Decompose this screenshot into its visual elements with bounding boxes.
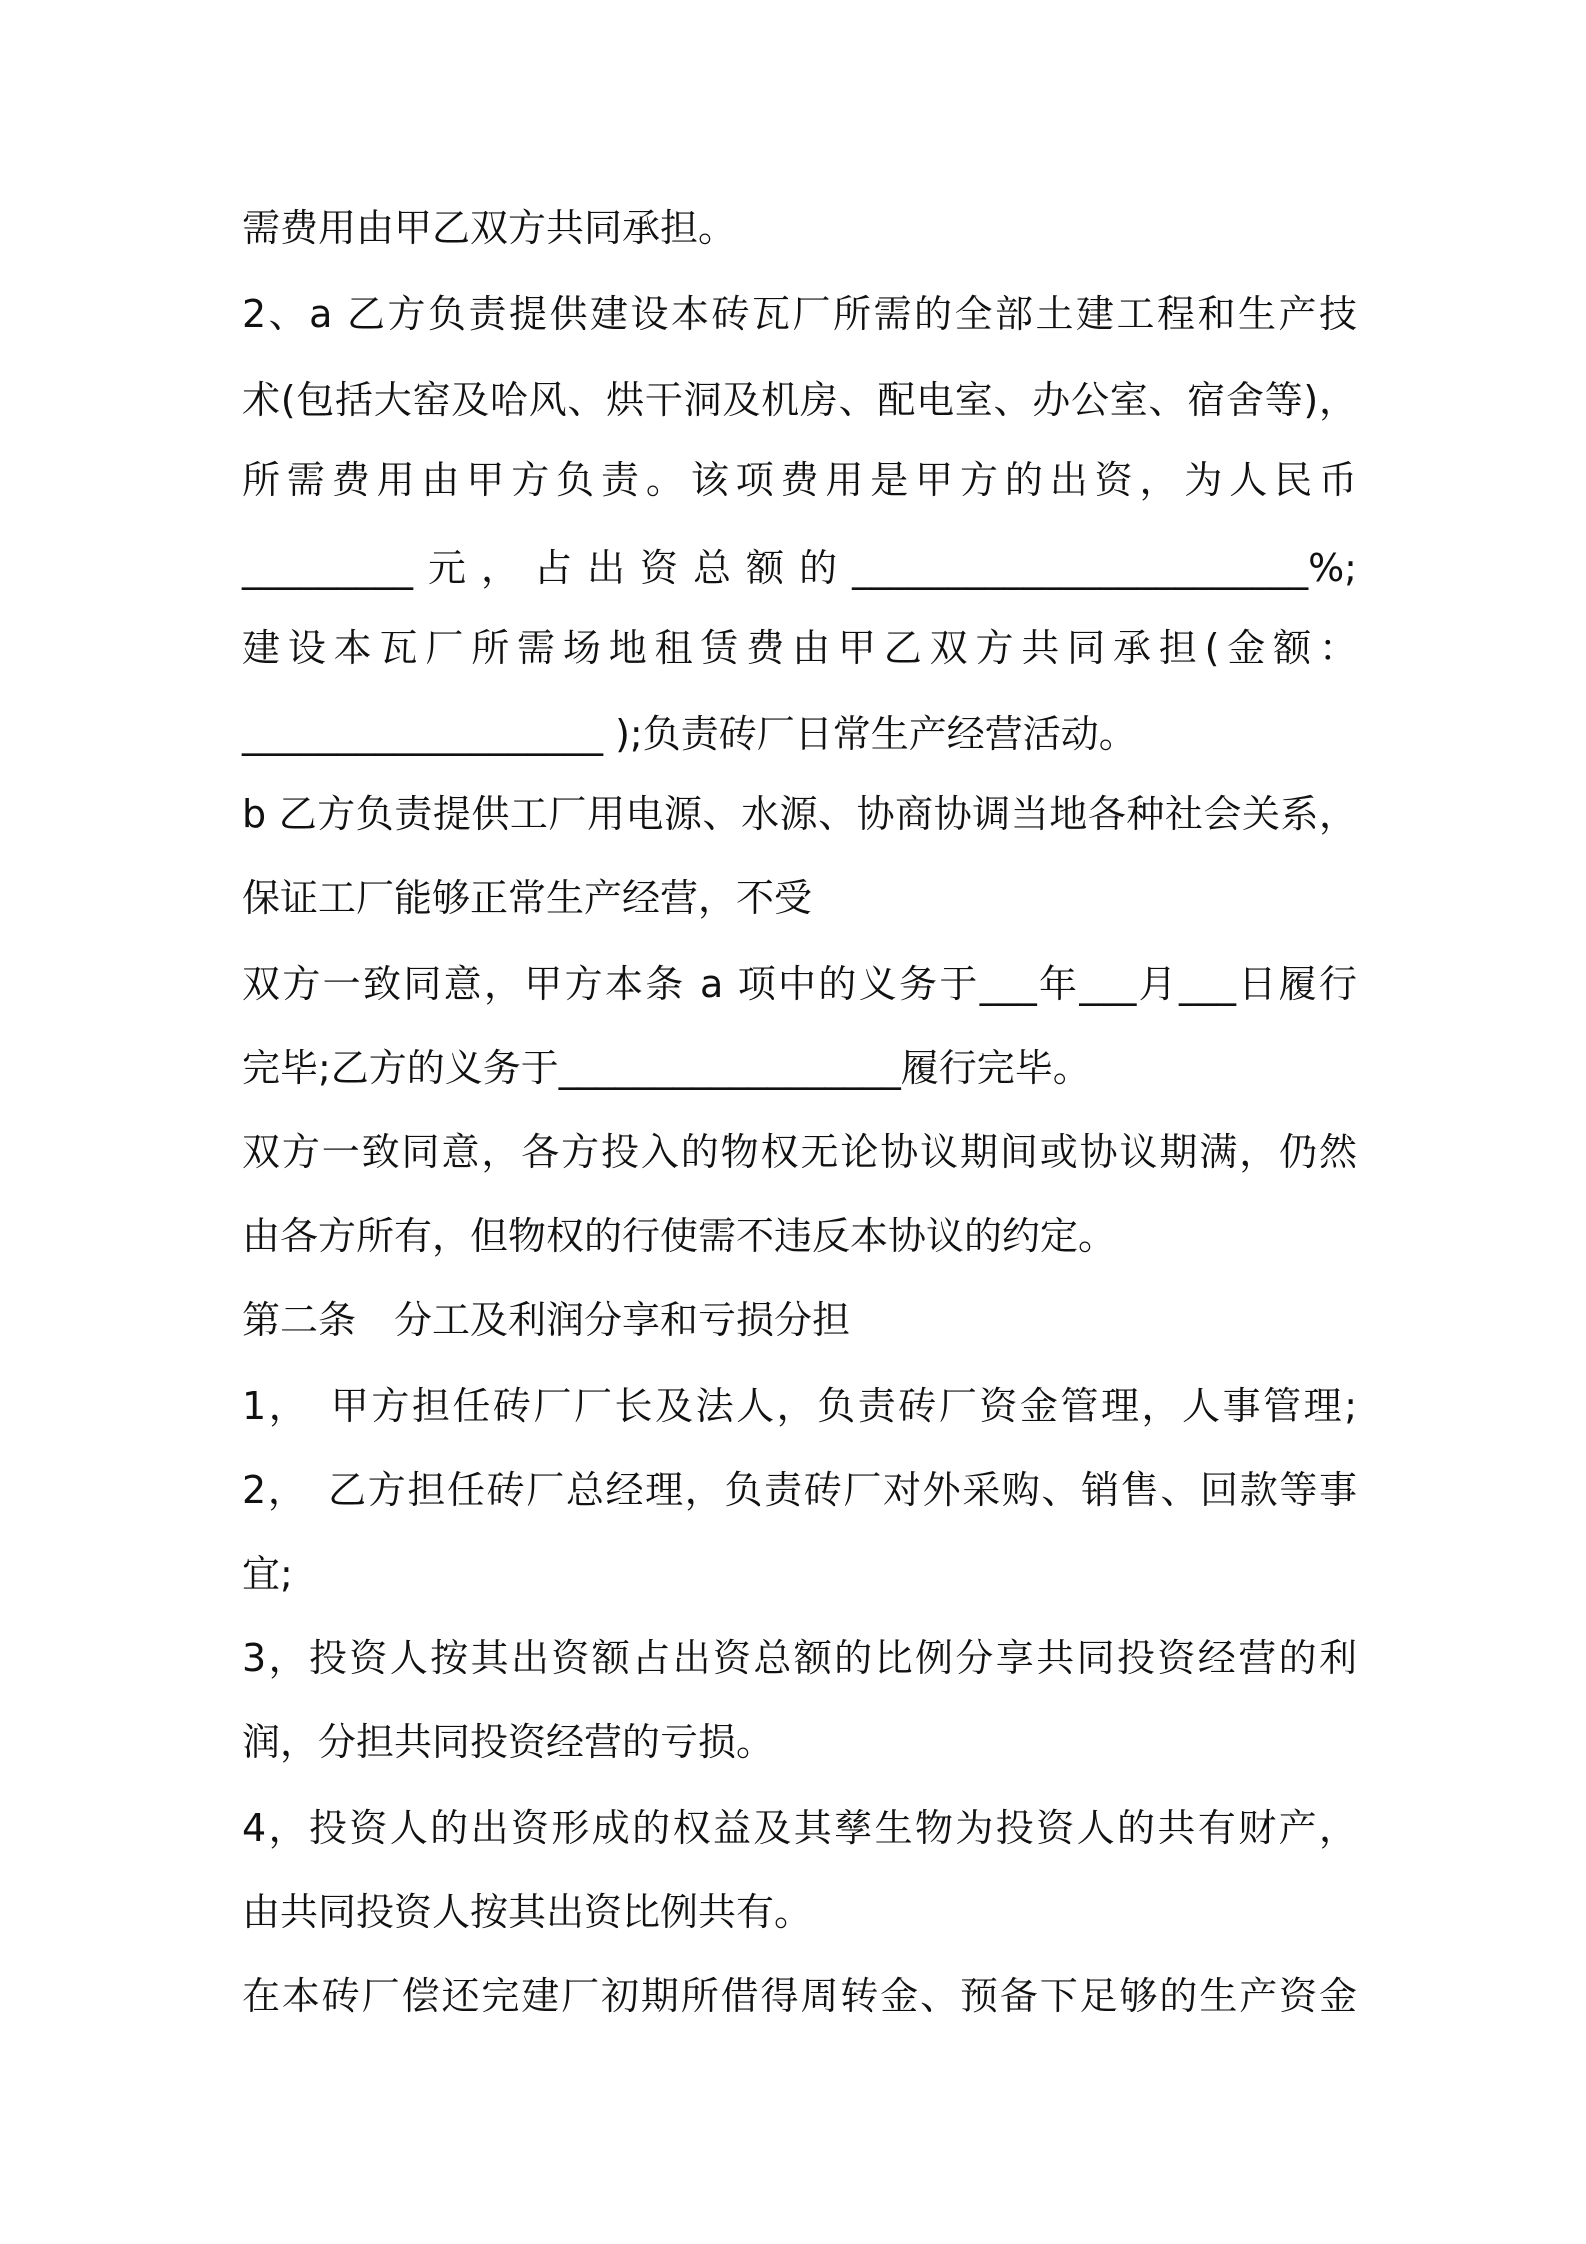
text-line-8: b 乙方负责提供工厂用电源、水源、协商协调当地各种社会关系， — [242, 792, 1357, 836]
text-line-5: _________元，占出资总额的________________________%; — [242, 546, 1357, 590]
text-line-15: 1， 甲方担任砖厂厂长及法人，负责砖厂资金管理，人事管理; — [242, 1384, 1357, 1428]
text-line-18: 3，投资人按其出资额占出资总额的比例分享共同投资经营的利 — [242, 1636, 1357, 1680]
text-line-2: 2、a 乙方负责提供建设本砖瓦厂所需的全部土建工程和生产技 — [242, 292, 1357, 336]
text-line-17: 宜; — [242, 1552, 293, 1596]
text-line-3: 术(包括大窑及哈风、烘干洞及机房、配电室、办公室、宿舍等)， — [242, 378, 1357, 422]
text-line-11: 完毕;乙方的义务于__________________履行完毕。 — [242, 1046, 1091, 1090]
text-line-19: 润，分担共同投资经营的亏损。 — [242, 1720, 775, 1764]
text-line-6: 建设本瓦厂所需场地租赁费由甲乙双方共同承担(金额： — [242, 626, 1357, 670]
text-line-4: 所需费用由甲方负责。该项费用是甲方的出资，为人民币 — [242, 458, 1357, 502]
text-line-12: 双方一致同意，各方投入的物权无论协议期间或协议期满，仍然 — [242, 1130, 1357, 1174]
text-line-13: 由各方所有，但物权的行使需不违反本协议的约定。 — [242, 1214, 1117, 1258]
text-line-10: 双方一致同意，甲方本条 a 项中的义务于___年___月___日履行 — [242, 962, 1357, 1006]
text-line-22: 在本砖厂偿还完建厂初期所借得周转金、预备下足够的生产资金 — [242, 1974, 1357, 2018]
text-line-21: 由共同投资人按其出资比例共有。 — [242, 1890, 813, 1934]
text-line-7: ___________________ );负责砖厂日常生产经营活动。 — [242, 712, 1137, 756]
text-line-16: 2， 乙方担任砖厂总经理，负责砖厂对外采购、销售、回款等事 — [242, 1468, 1357, 1512]
text-line-20: 4，投资人的出资形成的权益及其孳生物为投资人的共有财产， — [242, 1806, 1357, 1850]
text-line-9: 保证工厂能够正常生产经营，不受 — [242, 876, 813, 920]
text-line-1: 需费用由甲乙双方共同承担。 — [242, 206, 737, 250]
section-heading-article-2: 第二条 分工及利润分享和亏损分担 — [242, 1298, 851, 1342]
